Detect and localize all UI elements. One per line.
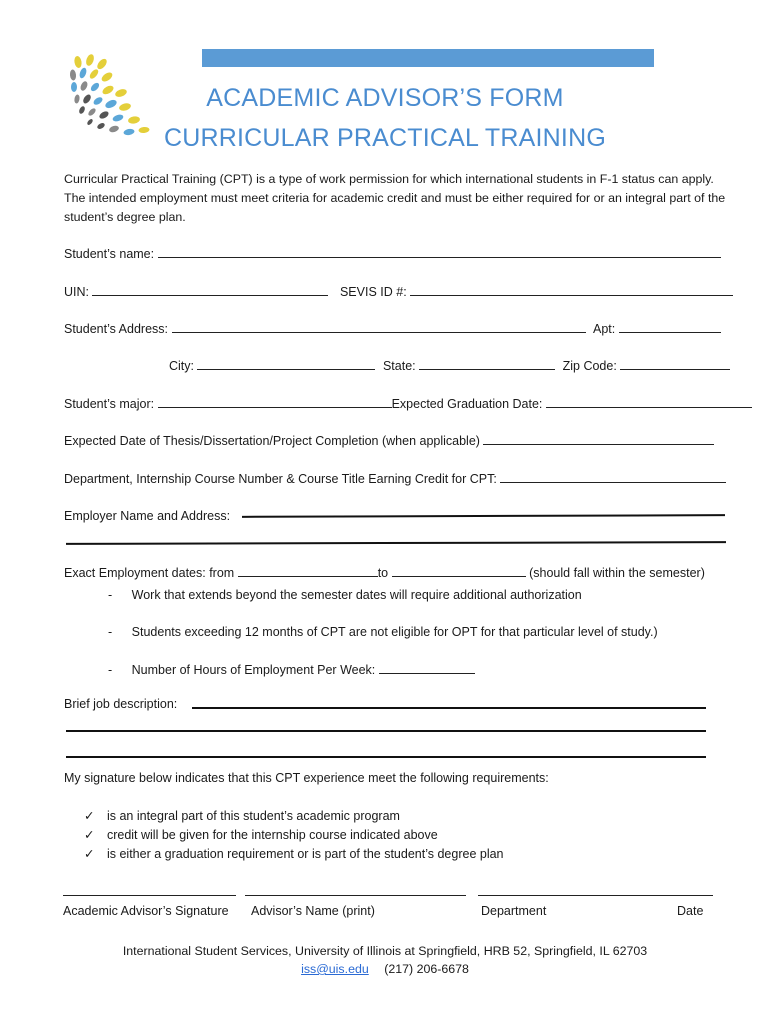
check-item-text: credit will be given for the internship course indicated above [106,828,438,842]
job-description-line-2[interactable] [66,730,706,732]
check-mark-icon: ✓ [84,847,95,861]
dates-from-field[interactable] [238,563,378,577]
dash-item [108,623,658,641]
grad-date-field[interactable] [546,394,752,408]
address-label: Student’s Address: [64,322,169,336]
major-field[interactable] [158,394,392,408]
check-item [84,845,504,863]
city-row [169,356,730,374]
uin-field[interactable] [92,282,328,296]
check-item [84,826,438,844]
apt-field[interactable] [619,319,721,333]
department-course-row [64,469,726,487]
city-label: City: [169,359,194,373]
dash-item [108,660,475,678]
dash-bullet: - [108,663,113,677]
thesis-date-field[interactable] [483,431,714,445]
check-item-text: is either a graduation requirement or is part of the student’s degree plan [106,847,504,861]
address-row [64,319,721,337]
thesis-row [64,431,714,449]
check-item [84,807,400,825]
dates-to-field[interactable] [392,563,526,577]
student-name-field[interactable] [158,244,721,258]
job-description-label: Brief job description: [64,697,178,711]
employment-dates-row [64,563,705,581]
dash-item-text: Work that extends beyond the semester dates will require additional authorization [131,588,582,602]
major-row [64,394,752,412]
student-name-label: Student’s name: [64,247,155,261]
employer-label: Employer Name and Address: [64,509,231,523]
header-color-bar [202,49,654,67]
dash-item [108,586,582,604]
email-link[interactable]: iss@uis.edu [301,962,369,976]
sevis-field[interactable] [410,282,733,296]
department-course-field[interactable] [500,469,726,483]
date-label: Date [677,904,704,918]
dash-item-text: Students exceeding 12 months of CPT are not eligible for OPT for that particular level of study.) [131,625,658,639]
job-description-row [64,695,177,713]
uin-label: UIN: [64,285,89,299]
state-label: State: [382,359,416,373]
signature-intro: My signature below indicates that this CPT experience meet the following requirements: [64,771,549,785]
footer-address: International Student Services, University of Illinois at Springfield, HRB 52, Springfield, IL 62703 [122,944,648,958]
check-mark-icon: ✓ [84,828,95,842]
advisor-signature-label: Academic Advisor’s Signature [63,904,229,918]
dash-item-text: Number of Hours of Employment Per Week: [131,663,376,677]
student-name-row [64,244,721,262]
state-field[interactable] [419,356,555,370]
phone-number: (217) 206-6678 [384,962,469,976]
employer-field-line-1[interactable] [242,514,725,518]
department-date-field[interactable] [478,895,713,896]
apt-label: Apt: [592,322,616,336]
employer-row [64,507,230,525]
dash-bullet: - [108,588,113,602]
department-label: Department [481,904,547,918]
form-subtitle: CURRICULAR PRACTICAL TRAINING [164,124,606,152]
intro-paragraph: Curricular Practical Training (CPT) is a type of work permission for which international students in F-1 status can apply. The intended employment must meet criteria for academic credit and must be either required for or an integral part of the student’s degree plan. [64,172,726,224]
advisor-signature-field[interactable] [63,895,236,896]
job-description-line-1[interactable] [192,707,706,709]
check-mark-icon: ✓ [84,809,95,823]
major-label: Student’s major: [64,397,155,411]
uin-row [64,282,733,300]
address-field[interactable] [172,319,586,333]
footer-contact [0,962,770,976]
hours-per-week-field[interactable] [379,660,475,674]
dates-note: (should fall within the semester) [529,566,705,580]
check-item-text: is an integral part of this student’s academic program [106,809,400,823]
dates-from-label: Exact Employment dates: from [64,566,235,580]
thesis-date-label: Expected Date of Thesis/Dissertation/Project Completion (when applicable) [64,434,480,448]
sevis-label: SEVIS ID #: [339,285,407,299]
employer-field-line-2[interactable] [66,541,726,545]
zip-field[interactable] [620,356,730,370]
job-description-line-3[interactable] [66,756,706,758]
zip-label: Zip Code: [562,359,617,373]
dash-bullet: - [108,625,113,639]
city-field[interactable] [197,356,375,370]
advisor-name-label: Advisor’s Name (print) [251,904,375,918]
grad-date-label: Expected Graduation Date: [391,397,543,411]
advisor-name-field[interactable] [245,895,466,896]
form-title: ACADEMIC ADVISOR’S FORM [206,84,564,112]
department-course-label: Department, Internship Course Number & Course Title Earning Credit for CPT: [64,472,497,486]
dates-to-label: to [377,566,389,580]
